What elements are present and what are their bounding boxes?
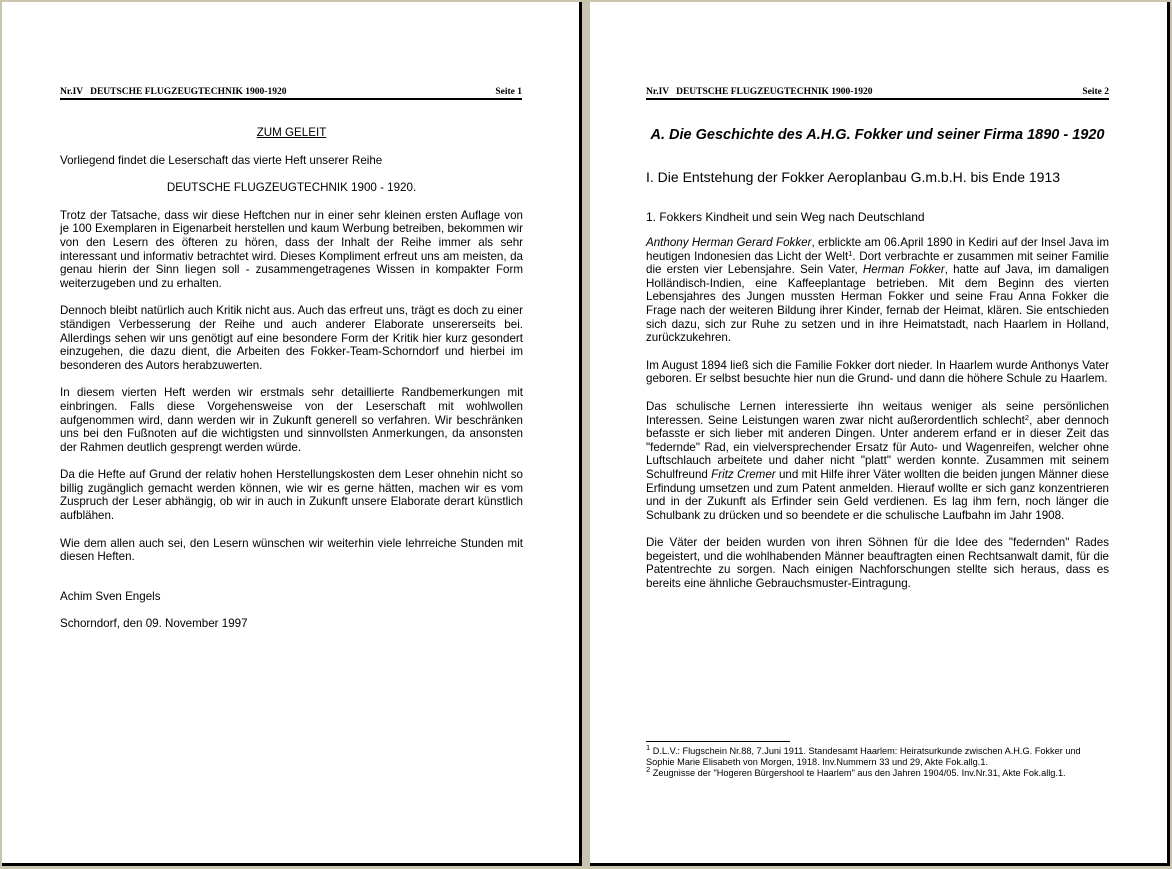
paragraph: Anthony Herman Gerard Fokker, erblickte am 06.April 1890 in Kediri auf der Insel Java im heutigen Indonesien das Licht der Welt$^1$. Dort verbrachte er zusammen mit seiner Familie die ersten vier Lebensjahre. Sein Vater, Herman Fokker, hatte auf Java, im damaligen Holländisch-Indien, eine Kaffeeplantage betrieben. Mit dem Beginn des vierten Lebensjahres des Jungen mussten Herman Fokker und seine Frau Anna Fokker die Frage nach der weiteren Bildung ihrer Kinder, fernab der Heimat, klären. Sie entschieden sich dazu, sich zur Ruhe zu setzen und in ihre Heimatstadt, nach Haarlem in Holland, zurückzukehren. bbox=[646, 236, 1109, 345]
paragraph: Wie dem allen auch sei, den Lesern wünschen wir weiterhin viele lehrreiche Stunden mit diesen Heften. bbox=[60, 536, 523, 564]
page-header bbox=[60, 86, 522, 100]
header-series-title: Nr.IV DEUTSCHE FLUGZEUGTECHNIK 1900-1920 bbox=[646, 87, 873, 97]
chapter-subtitle: I. Die Entstehung der Fokker Aeroplanbau G.m.b.H. bis Ende 1913 bbox=[646, 169, 1061, 185]
series-title: DEUTSCHE FLUGZEUGTECHNIK 1900 - 1920. bbox=[166, 181, 417, 195]
paragraph: Die Väter der beiden wurden von ihren Söhnen für die Idee des "federnden" Rades begeistert, und die wohlhabenden Männer beauftragten einen Rechtsanwalt damit, für die Patentrechte zu sorgen. Nach einigen Nachforschungen stellte sich heraus, dass es bereits eine ähnliche Gebrauchsmuster-Eintragung. bbox=[646, 536, 1109, 591]
place-date: Schorndorf, den 09. November 1997 bbox=[60, 617, 248, 631]
paragraph: In diesem vierten Heft werden wir erstmals sehr detaillierte Randbemerkungen mit einbringen. Falls diese Vorgehensweise von der Leserschaft mit wohlwollen aufgenommen wird, dann werden wir in Zukunft generell so verfahren. Wir beschränken uns bei den Fußnoten auf die wichtigsten und sinnvollsten Anmerkungen, da ansonsten der Rahmen deutlich gesprengt werden würde. bbox=[60, 386, 523, 454]
page-body bbox=[60, 126, 523, 645]
paragraph: Das schulische Lernen interessierte ihn weitaus weniger als seine persönlichen Interessen. Seine Leistungen waren zwar nicht außerordentlich schlecht$^2$, aber dennoch befasste er sich lieber mit anderen Dingen. Unter anderem erfand er in dieser Zeit das "federnde" Rad, ein vielversprechender Ersatz für Auto- und Wagenreifen, welcher ohne Luftschlauch arbeitete und daher nicht "platt" werden konnte. Zusammen mit seinem Schulfreund Fritz Cremer und mit Hilfe ihrer Väter wollten die beiden jungen Männer diese Erfindung umsetzen und zum Patent anmelden. Hierauf wollte er sich ganz konzentrieren und in der Zukunft als Erfinder sein Geld verdienen. Es lag ihm fern, noch länger die Schulbank zu drücken und so beendete er die schulische Laufbahn im Jahr 1908. bbox=[646, 399, 1109, 522]
document-page-1 bbox=[2, 2, 582, 866]
document-page-2 bbox=[590, 2, 1170, 866]
header-series-title: Nr.IV DEUTSCHE FLUGZEUGTECHNIK 1900-1920 bbox=[60, 87, 287, 97]
page-header bbox=[646, 86, 1109, 100]
footnotes bbox=[646, 741, 1109, 779]
footnote: $^2$ Zeugnisse der "Hogeren Bürgershool te Haarlem" aus den Jahren 1904/05. Inv.Nr.31, Akte Fok.allg.1. bbox=[646, 765, 1066, 778]
paragraph: Trotz der Tatsache, dass wir diese Heftchen nur in einer sehr kleinen ersten Auflage von je 100 Exemplaren in Eigenarbeit herstellen und kaum Werbung betreiben, bekommen wir von den Lesern des öfteren zu hören, dass der Inhalt der Reihe immer als sehr interessant und informativ betrachtet wird. Dieses Kompliment erfreut uns am meisten, da genau hierin der Sinn liegen soll - zusammengetragenes Wissen in kompakter Form weiterzugeben und zu erhalten. bbox=[60, 208, 523, 290]
footnote-ref: 2 bbox=[1024, 412, 1030, 422]
paragraph: Im August 1894 ließ sich die Familie Fokker dort nieder. In Haarlem wurde Anthonys Vater geboren. Er selbst besuchte hier nun die Grund- und dann die höhere Schule zu Haarlem. bbox=[646, 358, 1109, 386]
paragraph: Dennoch bleibt natürlich auch Kritik nicht aus. Auch das erfreut uns, trägt es doch zu einer ständigen Verbesserung der Reihe und auch anderer Elaborate unsererseits bei. Allerdings sehen wir uns genötigt auf eine besondere Form der Kritik hier kurz gesondert einzugehen, die dazu dient, die Arbeiten des Fokker-Team-Schorndorf und hierbei im besonderen des Autors herabzuwerten. bbox=[60, 304, 523, 372]
person-name: Herman Fokker bbox=[862, 263, 945, 277]
person-name: Anthony Herman Gerard Fokker bbox=[646, 236, 812, 249]
header-page-number: Seite 1 bbox=[495, 87, 522, 97]
intro-line: Vorliegend findet die Leserschaft das vierte Heft unserer Reihe bbox=[60, 153, 383, 167]
footnote-divider bbox=[646, 741, 790, 742]
paragraph: Da die Hefte auf Grund der relativ hohen Herstellungskosten dem Leser ohnehin nicht so billig zugänglich gemacht werden können, wie wir es gerne hätten, machen wir es vom Zuspruch der Leser abhängig, ob wir in auch in Zukunft unsere Elaborate derart künstlich aufblähen. bbox=[60, 468, 523, 523]
footnote-ref: 1 bbox=[848, 248, 853, 258]
foreword-heading: ZUM GELEIT bbox=[256, 126, 327, 139]
header-page-number: Seite 2 bbox=[1082, 87, 1109, 97]
chapter-title: A. Die Geschichte des A.H.G. Fokker und seiner Firma 1890 - 1920 bbox=[650, 127, 1105, 143]
author-name: Achim Sven Engels bbox=[60, 589, 161, 603]
section-heading: 1. Fokkers Kindheit und sein Weg nach Deutschland bbox=[646, 210, 925, 224]
page-body bbox=[646, 126, 1109, 605]
footnote: $^1$ D.L.V.: Flugschein Nr.88, 7.Juni 1911. Standesamt Haarlem: Heiratsurkunde zwischen A.H.G. Fokker und Sophie Marie Elisabeth von Morgen, 1918. Inv.Nummern 33 und 29, Akte Fok.allg.1. bbox=[646, 743, 1081, 767]
person-name: Fritz Cremer bbox=[711, 467, 776, 481]
